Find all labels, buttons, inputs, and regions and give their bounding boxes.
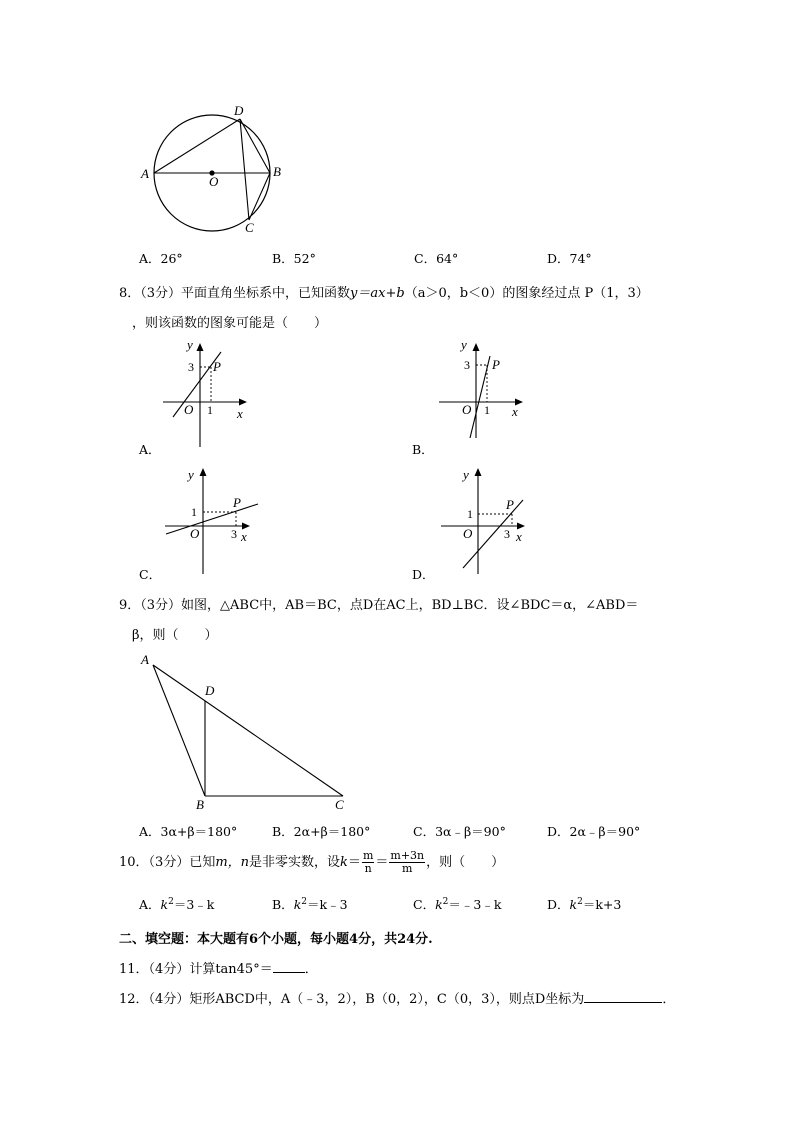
label-o: O xyxy=(209,174,219,189)
segment-bc xyxy=(249,173,270,220)
label-3: 3 xyxy=(464,358,470,372)
q8-option-d[interactable]: D． xyxy=(412,567,435,582)
q8-stem-line2: ，则该函数的图象可能是（ ） xyxy=(132,316,328,331)
q8-graph-b xyxy=(433,335,533,450)
q7-option-c[interactable]: C．64° xyxy=(414,251,459,266)
q10-fraction-2 xyxy=(389,850,425,875)
q9-stem-line2: β，则（ ） xyxy=(132,628,218,643)
q8-graph-a xyxy=(155,335,255,450)
letter: A． xyxy=(139,897,161,912)
label-b: B xyxy=(273,164,281,179)
letter: B． xyxy=(272,897,294,912)
label-x: x xyxy=(237,406,243,421)
segment-ad xyxy=(154,119,240,173)
label-p: P xyxy=(213,359,221,374)
label-c: C xyxy=(335,797,344,812)
segment-ac xyxy=(153,665,343,796)
rest: ＝k+3 xyxy=(582,897,622,912)
k: k xyxy=(293,897,302,912)
q10-eq1: ＝ xyxy=(347,855,361,870)
q7-circle-figure xyxy=(130,98,300,238)
segment-dc xyxy=(240,119,249,220)
label-x: x xyxy=(241,529,247,544)
letter: D． xyxy=(547,897,570,912)
q12-stem xyxy=(119,988,675,1007)
q12-end: ． xyxy=(662,992,676,1007)
q8-graph-d xyxy=(437,462,537,577)
rest: ＝﹣3﹣k xyxy=(448,897,502,912)
y-axis-arrow xyxy=(473,343,480,351)
q11-end: ． xyxy=(304,962,318,977)
q9-option-d[interactable]: D．2α﹣β＝90° xyxy=(547,824,641,839)
label-1: 1 xyxy=(467,507,473,521)
exponent: 2 xyxy=(577,896,583,907)
label-o: O xyxy=(463,526,473,541)
q10-mid: 是非零实数，设 xyxy=(249,855,341,870)
exponent: 2 xyxy=(442,896,449,907)
q9-stem-line1: 9．（3分）如图，△ABC中，AB＝BC，点D在AC上，BD⊥BC．设∠BDC＝α，∠ABD＝ xyxy=(119,598,639,613)
y-axis-arrow xyxy=(475,468,482,476)
letter: C． xyxy=(413,897,436,912)
segment-ab xyxy=(153,665,205,796)
q8-condition: （a＞0，b＜0）的图象经过点 xyxy=(404,286,581,301)
label-1: 1 xyxy=(484,403,490,417)
q11-text: 11．（4分）计算tan45°＝ xyxy=(119,962,273,977)
q7-option-a[interactable]: A．26° xyxy=(139,251,183,266)
label-a: A xyxy=(141,166,149,181)
q10-option-d[interactable] xyxy=(547,895,621,913)
q8-stem-line1 xyxy=(119,282,649,301)
rest: ＝k﹣3 xyxy=(307,897,348,912)
q8-option-c[interactable]: C． xyxy=(139,567,162,582)
y-axis-arrow xyxy=(197,343,204,351)
q10-stem xyxy=(119,848,504,878)
label-3: 3 xyxy=(188,360,194,374)
label-x: x xyxy=(512,404,518,419)
q10-option-c[interactable] xyxy=(413,895,501,913)
label-y: y xyxy=(461,337,467,352)
label-o: O xyxy=(190,526,200,541)
q8-function: y＝ax+b xyxy=(350,286,405,301)
y-axis-arrow xyxy=(200,468,207,476)
q8-point: P（1，3） xyxy=(584,286,649,301)
label-b: B xyxy=(196,797,204,812)
q9-option-c[interactable]: C．3α﹣β＝90° xyxy=(413,824,506,839)
label-3: 3 xyxy=(231,527,237,541)
exponent: 2 xyxy=(301,896,307,907)
label-o: O xyxy=(184,402,194,417)
label-d: D xyxy=(205,683,215,698)
rest: ＝3﹣k xyxy=(173,897,215,912)
label-d: D xyxy=(234,103,244,118)
q11-answer-blank[interactable] xyxy=(273,960,305,973)
frac2-numerator: m+3n xyxy=(390,849,425,862)
frac1-numerator: m xyxy=(362,849,374,862)
label-p: P xyxy=(492,357,500,372)
exponent: 2 xyxy=(168,896,174,907)
label-p: P xyxy=(506,497,514,512)
k: k xyxy=(435,897,443,912)
label-o: O xyxy=(462,402,472,417)
section-2-heading: 二、填空题：本大题有6个小题，每小题4分，共24分. xyxy=(119,932,433,947)
label-y: y xyxy=(463,467,469,482)
k: k xyxy=(569,897,578,912)
q8-option-a[interactable]: A． xyxy=(139,442,161,457)
q7-option-d[interactable]: D．74° xyxy=(547,251,592,266)
q10-eq2: ＝ xyxy=(375,855,389,870)
frac2-denominator: m xyxy=(402,862,413,875)
q12-answer-blank[interactable] xyxy=(584,990,662,1003)
q10-fraction-1 xyxy=(362,850,374,875)
label-a: A xyxy=(141,652,149,667)
q10-option-b[interactable] xyxy=(272,895,348,913)
q9-option-a[interactable]: A．3α+β＝180° xyxy=(139,824,238,839)
x-axis-arrow xyxy=(239,399,247,406)
q11-stem xyxy=(119,958,318,977)
q10-vars: m，n xyxy=(215,855,250,870)
frac1-denominator: n xyxy=(364,862,372,875)
q7-option-b[interactable]: B．52° xyxy=(272,251,316,266)
q8-prefix: 8．（3分）平面直角坐标系中，已知函数 xyxy=(119,286,351,301)
q8-graph-c xyxy=(160,462,270,577)
q10-prefix: 10．（3分）已知 xyxy=(119,855,216,870)
q9-triangle-figure xyxy=(135,648,360,813)
q10-suffix: ，则（ ） xyxy=(426,855,505,870)
q8-option-b[interactable]: B． xyxy=(412,442,434,457)
q12-text: 12．（4分）矩形ABCD中，A（﹣3，2），B（0，2），C（0，3），则点D坐标为 xyxy=(119,992,585,1007)
q10-k: k xyxy=(340,855,348,870)
label-x: x xyxy=(516,529,522,544)
label-3: 3 xyxy=(504,527,510,541)
label-y: y xyxy=(187,337,193,352)
k: k xyxy=(160,897,169,912)
label-y: y xyxy=(188,467,194,482)
q10-option-a[interactable] xyxy=(139,895,214,913)
q9-option-b[interactable]: B．2α+β＝180° xyxy=(272,824,371,839)
label-1: 1 xyxy=(191,505,197,519)
label-c: C xyxy=(245,220,254,235)
label-1: 1 xyxy=(207,403,213,417)
label-p: P xyxy=(233,495,241,510)
